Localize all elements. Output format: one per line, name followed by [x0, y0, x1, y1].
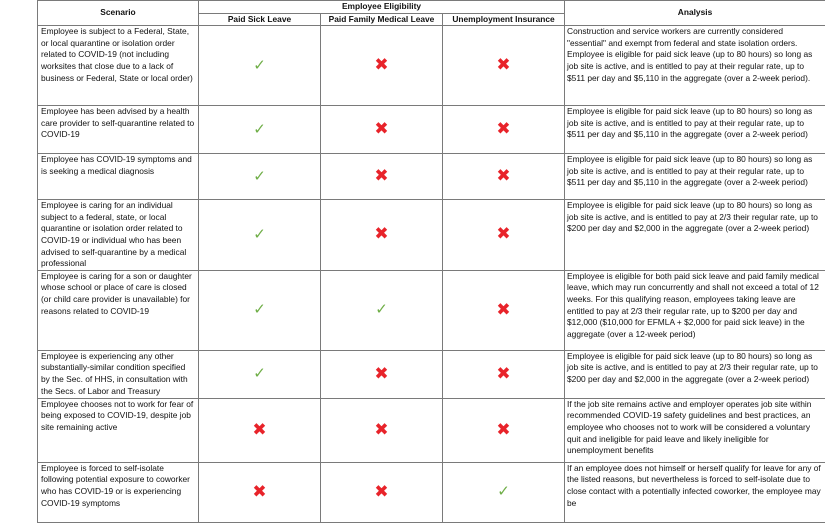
family-eligibility-cell: [321, 154, 443, 200]
scenario-header: Scenario: [38, 1, 199, 26]
scenario-cell: Employee is subject to a Federal, State, or local quarantine or isolation order related to COVID-19 (not including worksites that close due to a lack of business or Federal, State or local order): [38, 26, 199, 106]
table-row: [38, 26, 825, 106]
family-eligibility-cell: [321, 398, 443, 462]
sick-eligibility-cell: [199, 106, 321, 154]
unemployment-insurance-header: Unemployment Insurance: [443, 13, 565, 26]
cross-icon: ✖: [496, 55, 510, 75]
analysis-cell: Employee is eligible for paid sick leave (up to 80 hours) so long as job site is active, and is entitled to pay at their regular rate, up to $511 per day and $5,110 in the aggregate (over a 2-week period): [565, 106, 825, 154]
scenario-cell: Employee is caring for an individual subject to a federal, state, or local quarantine or isolation order related to COVID-19 or individual who has been advised to self-quarantine by a medical professional: [38, 200, 199, 271]
table-row: [38, 350, 825, 398]
cross-icon: ✖: [252, 420, 266, 440]
analysis-cell: Employee is eligible for both paid sick leave and paid family medical leave, which may run concurrently and shall not exceed a total of 12 weeks. For this qualifying reason, employees taking leave are entitled to pay at 2/3 their regular rate, up to $200 per day and $12,000 ($10,000 for EFMLA + $2,000 for paid sick leave) in the aggregate (over a 12-week period): [565, 270, 825, 350]
cross-icon: ✖: [374, 166, 388, 186]
family-eligibility-cell: [321, 270, 443, 350]
cross-icon: ✖: [496, 420, 510, 440]
sick-eligibility-cell: [199, 200, 321, 271]
scenario-cell: Employee is caring for a son or daughter whose school or place of care is closed (or child care provider is unavailable) for reasons related to COVID-19: [38, 270, 199, 350]
family-eligibility-cell: [321, 350, 443, 398]
scenario-cell: Employee has COVID-19 symptoms and is seeking a medical diagnosis: [38, 154, 199, 200]
cross-icon: ✖: [374, 420, 388, 440]
checkmark-icon: ✓: [375, 300, 388, 318]
checkmark-icon: ✓: [253, 56, 266, 74]
family-eligibility-cell: [321, 106, 443, 154]
unemployment-eligibility-cell: [443, 398, 565, 462]
paid-sick-leave-header: Paid Sick Leave: [199, 13, 321, 26]
checkmark-icon: ✓: [253, 364, 266, 382]
analysis-cell: Construction and service workers are currently considered "essential" and exempt from federal and state isolation orders. Employee is eligible for paid sick leave (up to 80 hours) so long as job site is active, and is entitled to pay at their regular rate, up to $511 per day and $5,110 in the aggregate (over a 2-week period).: [565, 26, 825, 106]
cross-icon: ✖: [374, 55, 388, 75]
scenario-cell: Employee has been advised by a health care provider to self-quarantine related to COVID-19: [38, 106, 199, 154]
sick-eligibility-cell: [199, 154, 321, 200]
eligibility-header: Employee Eligibility: [199, 1, 565, 14]
scenario-cell: Employee chooses not to work for fear of being exposed to COVID-19, despite job site remaining active: [38, 398, 199, 462]
family-eligibility-cell: [321, 26, 443, 106]
sick-eligibility-cell: [199, 350, 321, 398]
unemployment-eligibility-cell: [443, 106, 565, 154]
unemployment-eligibility-cell: [443, 154, 565, 200]
checkmark-icon: ✓: [253, 300, 266, 318]
analysis-cell: Employee is eligible for paid sick leave (up to 80 hours) so long as job site is active, and is entitled to pay at 2/3 their regular rate, up to $200 per day and $2,000 in the aggregate (over a 2-week period): [565, 200, 825, 271]
cross-icon: ✖: [374, 224, 388, 244]
paid-family-medical-leave-header: Paid Family Medical Leave: [321, 13, 443, 26]
cross-icon: ✖: [374, 364, 388, 384]
sick-eligibility-cell: [199, 270, 321, 350]
analysis-header: Analysis: [565, 1, 825, 26]
cross-icon: ✖: [496, 224, 510, 244]
unemployment-eligibility-cell: [443, 270, 565, 350]
analysis-cell: Employee is eligible for paid sick leave (up to 80 hours) so long as job site is active, and is entitled to pay at their regular rate, up to $511 per day and $5,110 in the aggregate (over a 2-week period): [565, 154, 825, 200]
cross-icon: ✖: [374, 482, 388, 502]
scenario-cell: Employee is experiencing any other substantially-similar condition specified by the Sec. of HHS, in consultation with the Secs. of Labor and Treasury: [38, 350, 199, 398]
table-body: [38, 26, 825, 523]
checkmark-icon: ✓: [497, 482, 510, 500]
sick-eligibility-cell: [199, 398, 321, 462]
cross-icon: ✖: [496, 119, 510, 139]
table-row: [38, 398, 825, 462]
unemployment-eligibility-cell: [443, 26, 565, 106]
analysis-cell: Employee is eligible for paid sick leave (up to 80 hours) so long as job site is active, and is entitled to pay at 2/3 their regular rate, up to $200 per day and $2,000 in the aggregate (over a 2-week period): [565, 350, 825, 398]
family-eligibility-cell: [321, 462, 443, 522]
analysis-cell: If an employee does not himself or herself qualify for leave for any of the listed reasons, but nevertheless is forced to self-isolate due to close contact with a potentially infected coworker, the employee may be: [565, 462, 825, 522]
unemployment-eligibility-cell: [443, 350, 565, 398]
cross-icon: ✖: [252, 482, 266, 502]
cross-icon: ✖: [496, 166, 510, 186]
family-eligibility-cell: [321, 200, 443, 271]
unemployment-eligibility-cell: [443, 462, 565, 522]
table-row: [38, 462, 825, 522]
sick-eligibility-cell: [199, 462, 321, 522]
table-row: [38, 270, 825, 350]
table-row: [38, 106, 825, 154]
checkmark-icon: ✓: [253, 225, 266, 243]
table-row: [38, 154, 825, 200]
checkmark-icon: ✓: [253, 120, 266, 138]
analysis-cell: If the job site remains active and employer operates job site within recommended COVID-19 safety guidelines and best practices, an employee who chooses not to work will be considered a voluntary quit and ineligible for paid leave and likely ineligible for unemployment benefits: [565, 398, 825, 462]
cross-icon: ✖: [496, 364, 510, 384]
table-row: [38, 200, 825, 271]
scenario-cell: Employee is forced to self-isolate following potential exposure to coworker who has COVID-19 or is experiencing COVID-19 symptoms: [38, 462, 199, 522]
eligibility-table: [37, 0, 825, 523]
cross-icon: ✖: [374, 119, 388, 139]
checkmark-icon: ✓: [253, 167, 266, 185]
sick-eligibility-cell: [199, 26, 321, 106]
unemployment-eligibility-cell: [443, 200, 565, 271]
cross-icon: ✖: [496, 300, 510, 320]
eligibility-table-container: [37, 0, 825, 523]
